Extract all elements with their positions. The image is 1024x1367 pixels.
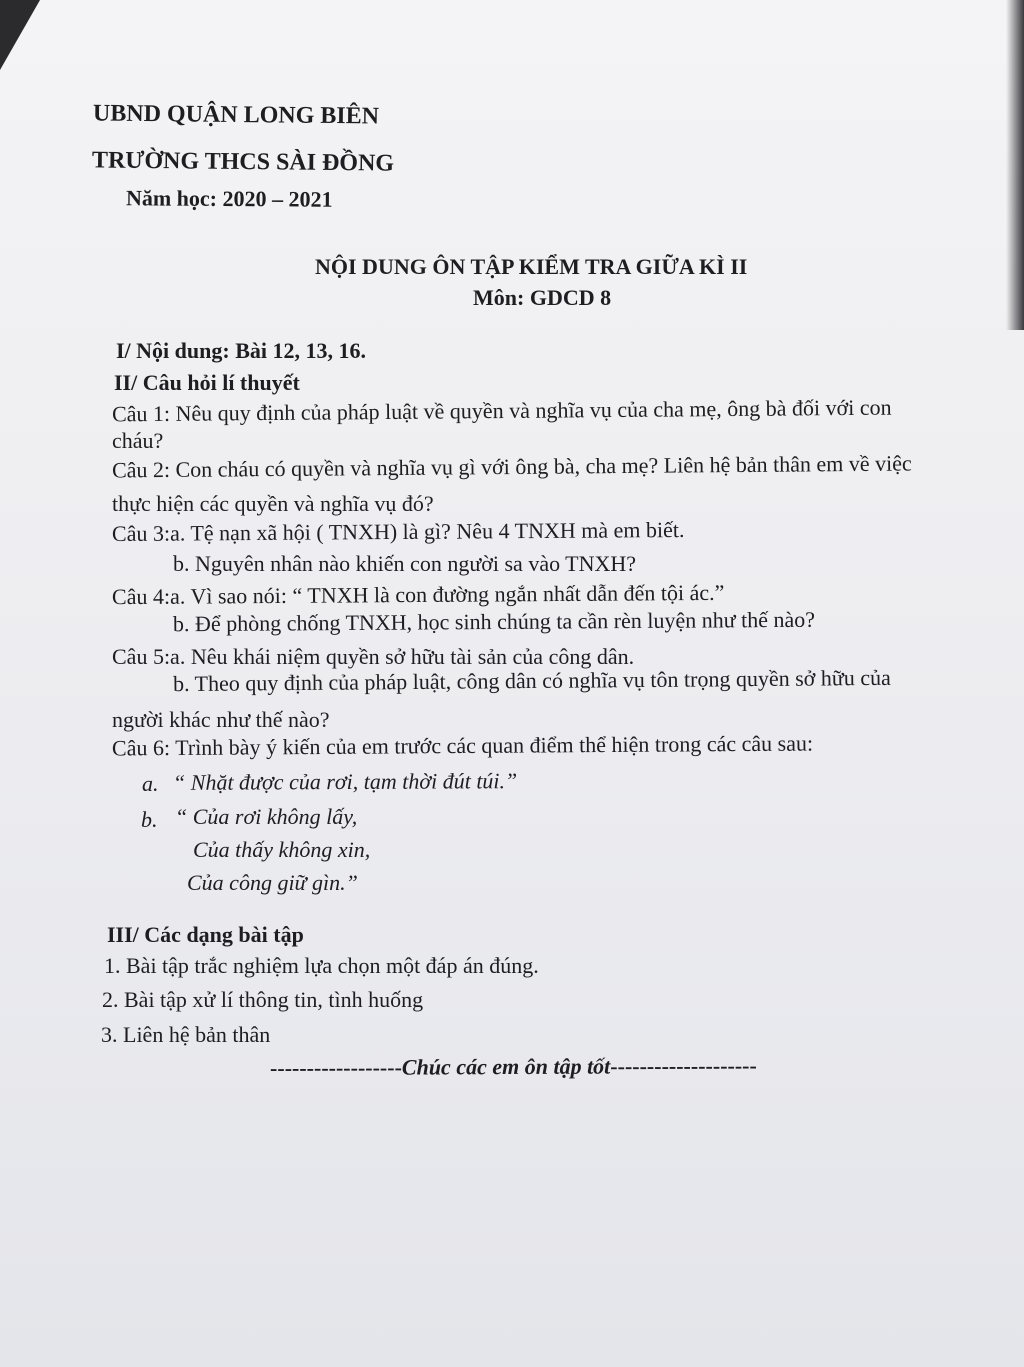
question-5b-line-2: người khác như thế nào?: [112, 707, 330, 732]
district-header: UBND QUẬN LONG BIÊN: [92, 100, 380, 130]
question-1-line-2: cháu?: [112, 428, 164, 453]
quote-b-line-1: “ Của rơi không lấy,: [175, 804, 358, 829]
quote-a-text: “ Nhặt được của rơi, tạm thời đút túi.”: [172, 768, 518, 795]
closing-dashes-right: --------------------: [610, 1052, 757, 1079]
closing-dashes-left: ------------------: [269, 1054, 402, 1081]
document-title: NỘI DUNG ÔN TẬP KIỂM TRA GIỮA KÌ II: [315, 254, 748, 279]
school-header: TRƯỜNG THCS SÀI ĐỒNG: [91, 147, 395, 177]
section-2-heading: II/ Câu hỏi lí thuyết: [114, 370, 300, 395]
question-4b: b. Để phòng chống TNXH, học sinh chúng ta cần rèn luyện như thế nào?: [172, 606, 816, 637]
subject-line: Môn: GDCD 8: [473, 285, 612, 310]
page-edge-shadow: [1006, 0, 1024, 330]
quote-b-line-3: Của công giữ gìn.”: [187, 870, 358, 895]
question-5b-line-1: b. Theo quy định của pháp luật, công dân có nghĩa vụ tôn trọng quyền sở hữu của: [172, 664, 891, 697]
closing-message: [269, 1052, 757, 1081]
question-6: Câu 6: Trình bày ý kiến của em trước các quan điểm thể hiện trong các câu sau:: [111, 730, 814, 761]
section-1-heading: I/ Nội dung: Bài 12, 13, 16.: [116, 338, 366, 363]
table-background: [0, 0, 40, 70]
question-3a: Câu 3:a. Tệ nạn xã hội ( TNXH) là gì? Nêu 4 TNXH mà em biết.: [111, 517, 685, 546]
exercise-type-2: 2. Bài tập xử lí thông tin, tình huống: [102, 987, 424, 1012]
quote-a-label: a.: [142, 771, 159, 796]
question-4a: Câu 4:a. Vì sao nói: “ TNXH là con đường ngắn nhất dẫn đến tội ác.”: [111, 579, 725, 610]
quote-b-label: b.: [141, 807, 158, 832]
school-year: Năm học: 2020 – 2021: [125, 185, 333, 212]
question-1-line-1: Câu 1: Nêu quy định của pháp luật về quyền và nghĩa vụ của cha mẹ, ông bà đối với con: [111, 394, 892, 427]
question-5a: Câu 5:a. Nêu khái niệm quyền sở hữu tài sản của công dân.: [112, 644, 635, 669]
question-2-line-1: Câu 2: Con cháu có quyền và nghĩa vụ gì với ông bà, cha mẹ? Liên hệ bản thân em về việc: [111, 450, 912, 483]
question-2-line-2: thực hiện các quyền và nghĩa vụ đó?: [112, 491, 434, 516]
section-3-heading: III/ Các dạng bài tập: [107, 922, 304, 947]
question-3b: b. Nguyên nhân nào khiến con người sa vào TNXH?: [173, 551, 637, 576]
closing-text: Chúc các em ôn tập tốt: [401, 1053, 611, 1080]
quote-b-line-2: Của thấy không xin,: [193, 837, 371, 862]
exercise-type-1: 1. Bài tập trắc nghiệm lựa chọn một đáp án đúng.: [104, 953, 539, 978]
exercise-type-3: 3. Liên hệ bản thân: [101, 1022, 271, 1047]
